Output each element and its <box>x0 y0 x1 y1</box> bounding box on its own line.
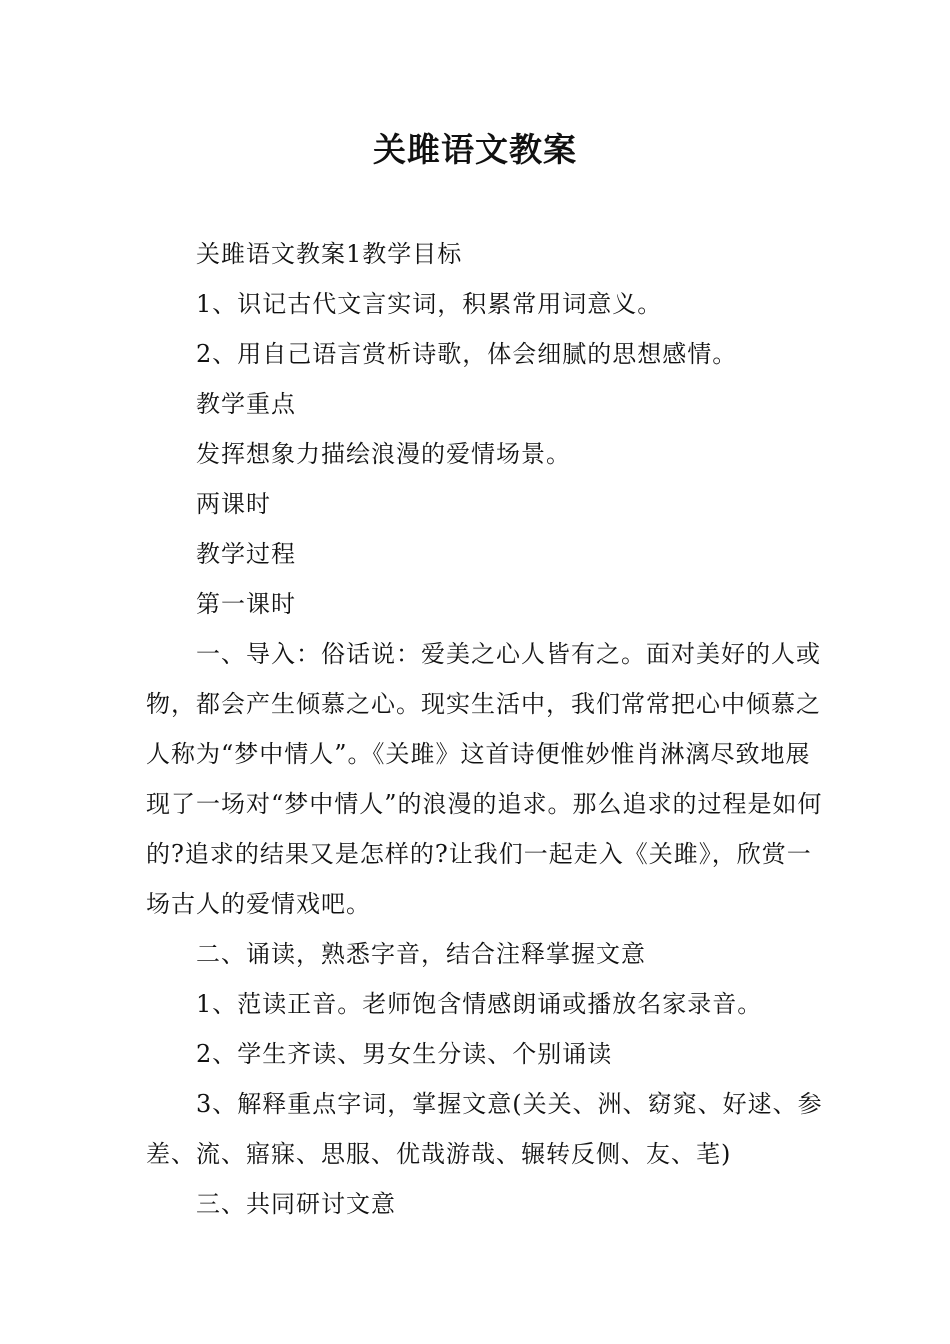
paragraph-objective-1: 1、识记古代文言实词，积累常用词意义。 <box>196 290 663 318</box>
paragraph-introduction: 一、导入：俗话说：爱美之心人皆有之。面对美好的人或物，都会产生倾慕之心。现实生活中，我们常常把心中倾慕之人称为“梦中情人”。《关雎》这首诗便惟妙惟肖淋漓尽致地展现了一场对“梦中情人”的浪漫的追求。那么追求的过程是如何的?追求的结果又是怎样的?让我们一起走入《关雎》，欣赏一场古人的爱情戏吧。 <box>146 640 823 918</box>
paragraph-section-3: 三、共同研讨文意 <box>196 1190 396 1218</box>
paragraph-heading-objectives: 关雎语文教案1教学目标 <box>196 240 463 268</box>
paragraph-first-lesson: 第一课时 <box>196 590 296 618</box>
paragraph-step-1: 1、范读正音。老师饱含情感朗诵或播放名家录音。 <box>196 990 763 1018</box>
paragraph-key-point: 发挥想象力描绘浪漫的爱情场景。 <box>196 440 571 468</box>
paragraph-step-3: 3、解释重点字词，掌握文意(关关、洲、窈窕、好逑、参差、流、寤寐、思服、优哉游哉、辗转反侧、友、芼) <box>146 1090 823 1168</box>
document-body <box>146 229 826 1229</box>
paragraph-class-hours: 两课时 <box>196 490 271 518</box>
document-title: 关雎语文教案 <box>373 130 577 169</box>
paragraph-heading-key-points: 教学重点 <box>196 390 296 418</box>
paragraph-objective-2: 2、用自己语言赏析诗歌，体会细腻的思想感情。 <box>196 340 738 368</box>
paragraph-step-2: 2、学生齐读、男女生分读、个别诵读 <box>196 1040 613 1068</box>
paragraph-heading-process: 教学过程 <box>196 540 296 568</box>
paragraph-section-2: 二、诵读，熟悉字音，结合注释掌握文意 <box>196 940 646 968</box>
